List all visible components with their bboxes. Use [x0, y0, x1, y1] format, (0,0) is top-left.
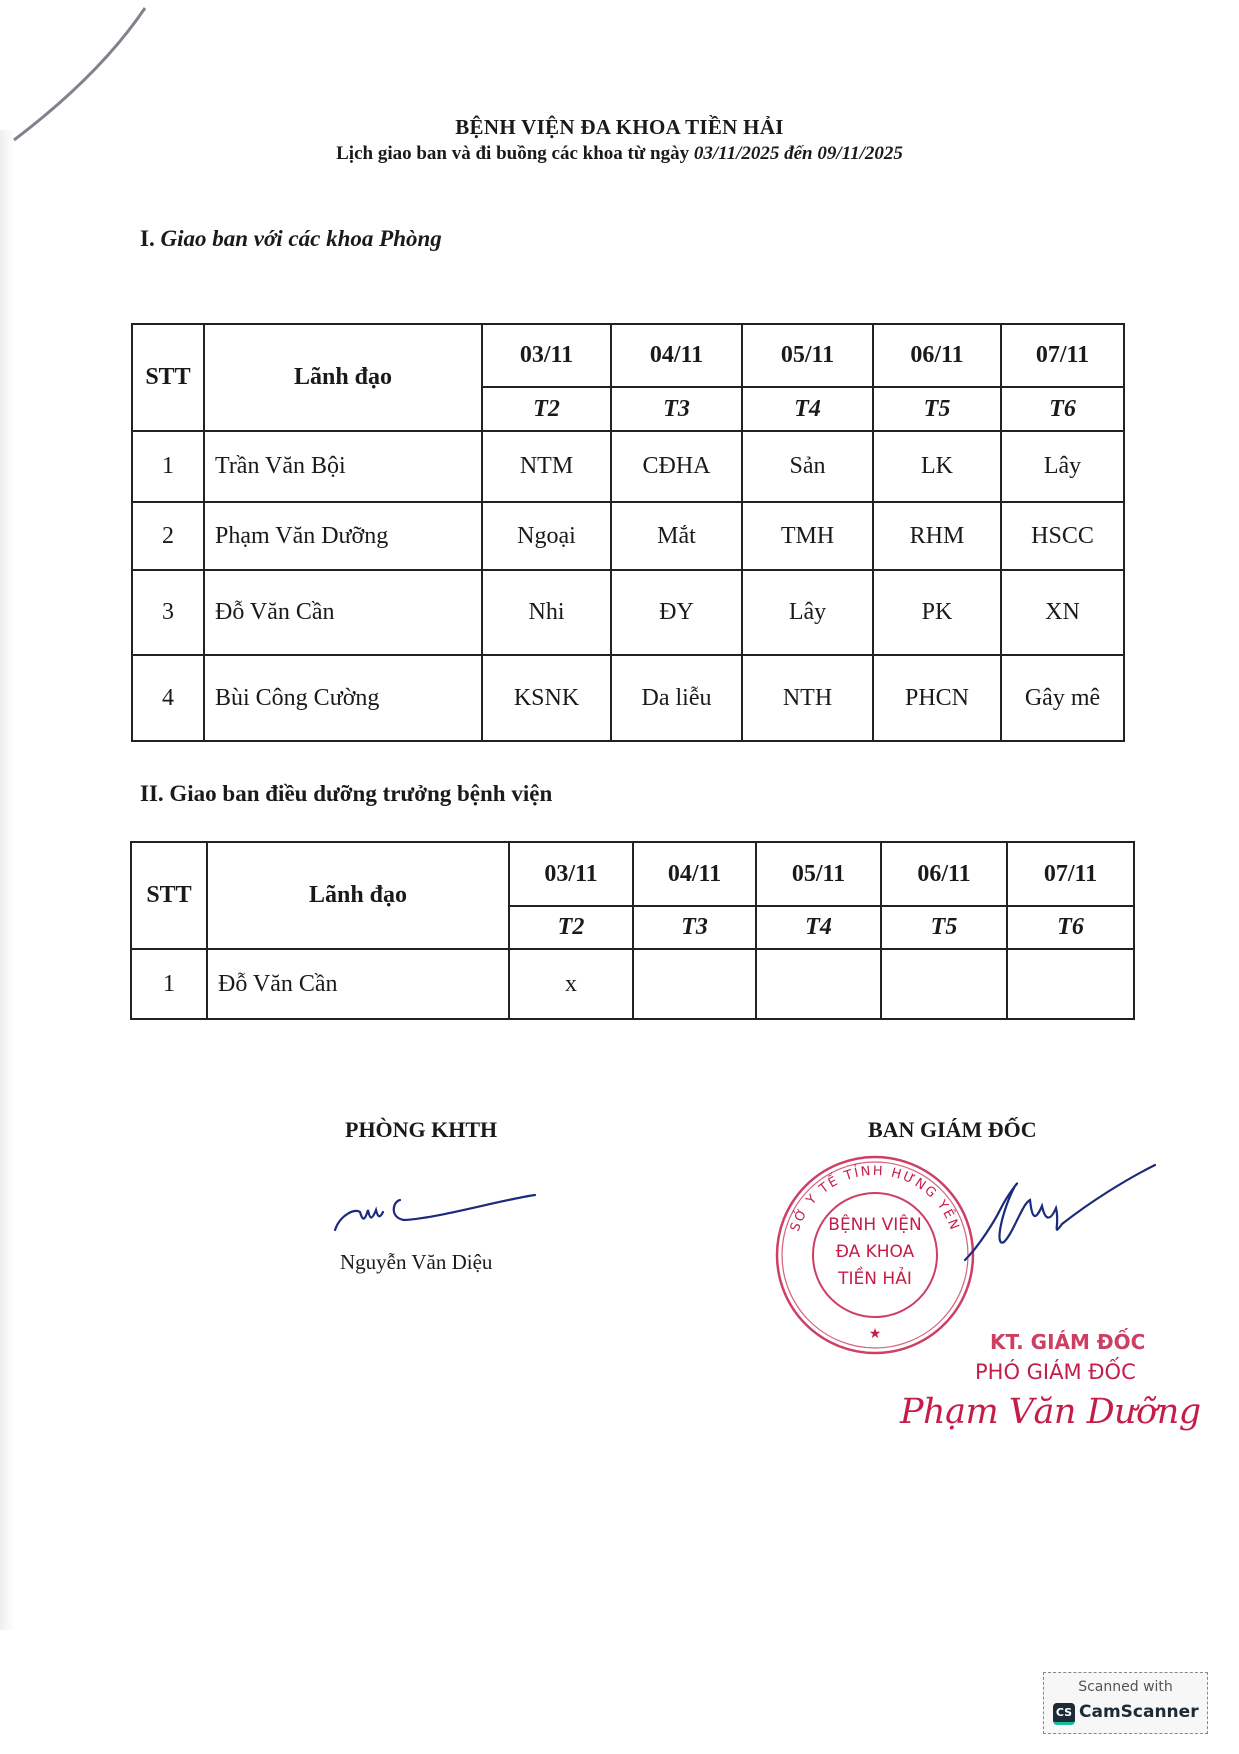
section-2-heading: II. Giao ban điều dưỡng trưởng bệnh viện [140, 781, 553, 806]
row-cell: CĐHA [611, 431, 742, 502]
row-cell: Gây mê [1001, 655, 1124, 741]
row-cell: ĐY [611, 570, 742, 655]
row-stt: 2 [132, 502, 204, 570]
schedule-table-head-nurses [130, 841, 1135, 1020]
row-cell: XN [1001, 570, 1124, 655]
row-stt: 1 [132, 431, 204, 502]
header-date: 05/11 [756, 842, 881, 906]
khth-signature-icon [330, 1190, 540, 1240]
header-weekday: T6 [1001, 387, 1124, 431]
row-leader-name: Phạm Văn Dưỡng [204, 502, 482, 570]
header-stt: STT [131, 842, 207, 949]
kt-director-line: KT. GIÁM ĐỐC [990, 1330, 1146, 1354]
table-row [132, 431, 1124, 502]
header-date: 04/11 [611, 324, 742, 387]
watermark-brand: CamScanner [1079, 1702, 1199, 1722]
header-leader: Lãnh đạo [207, 842, 509, 949]
header-stt: STT [132, 324, 204, 431]
row-cell: KSNK [482, 655, 611, 741]
director-board-heading: BAN GIÁM ĐỐC [868, 1117, 1037, 1142]
table-row [132, 655, 1124, 741]
table-row [132, 502, 1124, 570]
date-to: 09/11/2025 [817, 143, 903, 164]
schedule-table-departments [131, 323, 1125, 742]
row-cell [1007, 949, 1134, 1019]
header-date: 07/11 [1001, 324, 1124, 387]
header-weekday: T3 [611, 387, 742, 431]
deputy-director-line: PHÓ GIÁM ĐỐC [975, 1360, 1136, 1384]
stamp-line: ĐA KHOA [835, 1242, 915, 1262]
row-leader-name: Trần Văn Bội [204, 431, 482, 502]
stamp-line: TIỀN HẢI [838, 1269, 912, 1289]
row-cell: Sản [742, 431, 873, 502]
stamp-center-text [815, 1212, 935, 1293]
khth-signer-name: Nguyễn Văn Diệu [340, 1250, 493, 1274]
header-date: 06/11 [881, 842, 1007, 906]
director-signature-icon [960, 1160, 1160, 1270]
row-leader-name: Đỗ Văn Cần [207, 949, 509, 1019]
section-1-numeral: I. [140, 226, 161, 251]
camscanner-watermark [1043, 1672, 1208, 1734]
row-cell: x [509, 949, 633, 1019]
document-subtitle [0, 143, 1239, 165]
row-cell: LK [873, 431, 1001, 502]
document-title: BỆNH VIỆN ĐA KHOA TIỀN HẢI [455, 115, 784, 139]
row-leader-name: Đỗ Văn Cần [204, 570, 482, 655]
row-cell: PHCN [873, 655, 1001, 741]
header-date: 07/11 [1007, 842, 1134, 906]
section-1-title: Giao ban với các khoa Phòng [160, 226, 442, 251]
row-cell: NTM [482, 431, 611, 502]
row-cell: Mắt [611, 502, 742, 570]
scan-edge-artifact [0, 0, 200, 200]
khth-heading: PHÒNG KHTH [345, 1117, 498, 1142]
row-cell: Nhi [482, 570, 611, 655]
section-1-heading [140, 226, 442, 252]
header-leader: Lãnh đạo [204, 324, 482, 431]
row-cell: Lây [742, 570, 873, 655]
row-cell [756, 949, 881, 1019]
svg-text:★: ★ [868, 1327, 882, 1342]
table-row [132, 570, 1124, 655]
row-stt: 4 [132, 655, 204, 741]
subtitle-text: Lịch giao ban và đi buồng các khoa từ ngày [336, 143, 694, 164]
date-from: 03/11/2025 [693, 143, 780, 164]
header-weekday: T2 [482, 387, 611, 431]
table-row [131, 949, 1134, 1019]
header-date: 04/11 [633, 842, 756, 906]
row-cell: TMH [742, 502, 873, 570]
watermark-line: Scanned with [1078, 1679, 1173, 1695]
header-weekday: T5 [873, 387, 1001, 431]
header-date: 05/11 [742, 324, 873, 387]
row-stt: 3 [132, 570, 204, 655]
header-weekday: T5 [881, 906, 1007, 949]
header-weekday: T6 [1007, 906, 1134, 949]
camscanner-logo-icon: CS [1053, 1703, 1075, 1725]
header-date: 03/11 [509, 842, 633, 906]
row-cell: Ngoại [482, 502, 611, 570]
header-date: 06/11 [873, 324, 1001, 387]
header-weekday: T4 [756, 906, 881, 949]
row-cell: Lây [1001, 431, 1124, 502]
director-name: Phạm Văn Dưỡng [900, 1392, 1201, 1432]
row-cell: HSCC [1001, 502, 1124, 570]
header-weekday: T3 [633, 906, 756, 949]
scan-shadow [0, 130, 14, 1630]
row-cell: RHM [873, 502, 1001, 570]
row-cell [633, 949, 756, 1019]
row-cell: NTH [742, 655, 873, 741]
row-stt: 1 [131, 949, 207, 1019]
stamp-ring-text: SỞ Y TẾ TỈNH HƯNG YÊN [787, 1163, 963, 1234]
row-leader-name: Bùi Công Cường [204, 655, 482, 741]
row-cell [881, 949, 1007, 1019]
header-date: 03/11 [482, 324, 611, 387]
header-weekday: T4 [742, 387, 873, 431]
header-weekday: T2 [509, 906, 633, 949]
stamp-line: BỆNH VIỆN [828, 1215, 922, 1235]
subtitle-join: đến [779, 143, 818, 164]
row-cell: PK [873, 570, 1001, 655]
row-cell: Da liễu [611, 655, 742, 741]
